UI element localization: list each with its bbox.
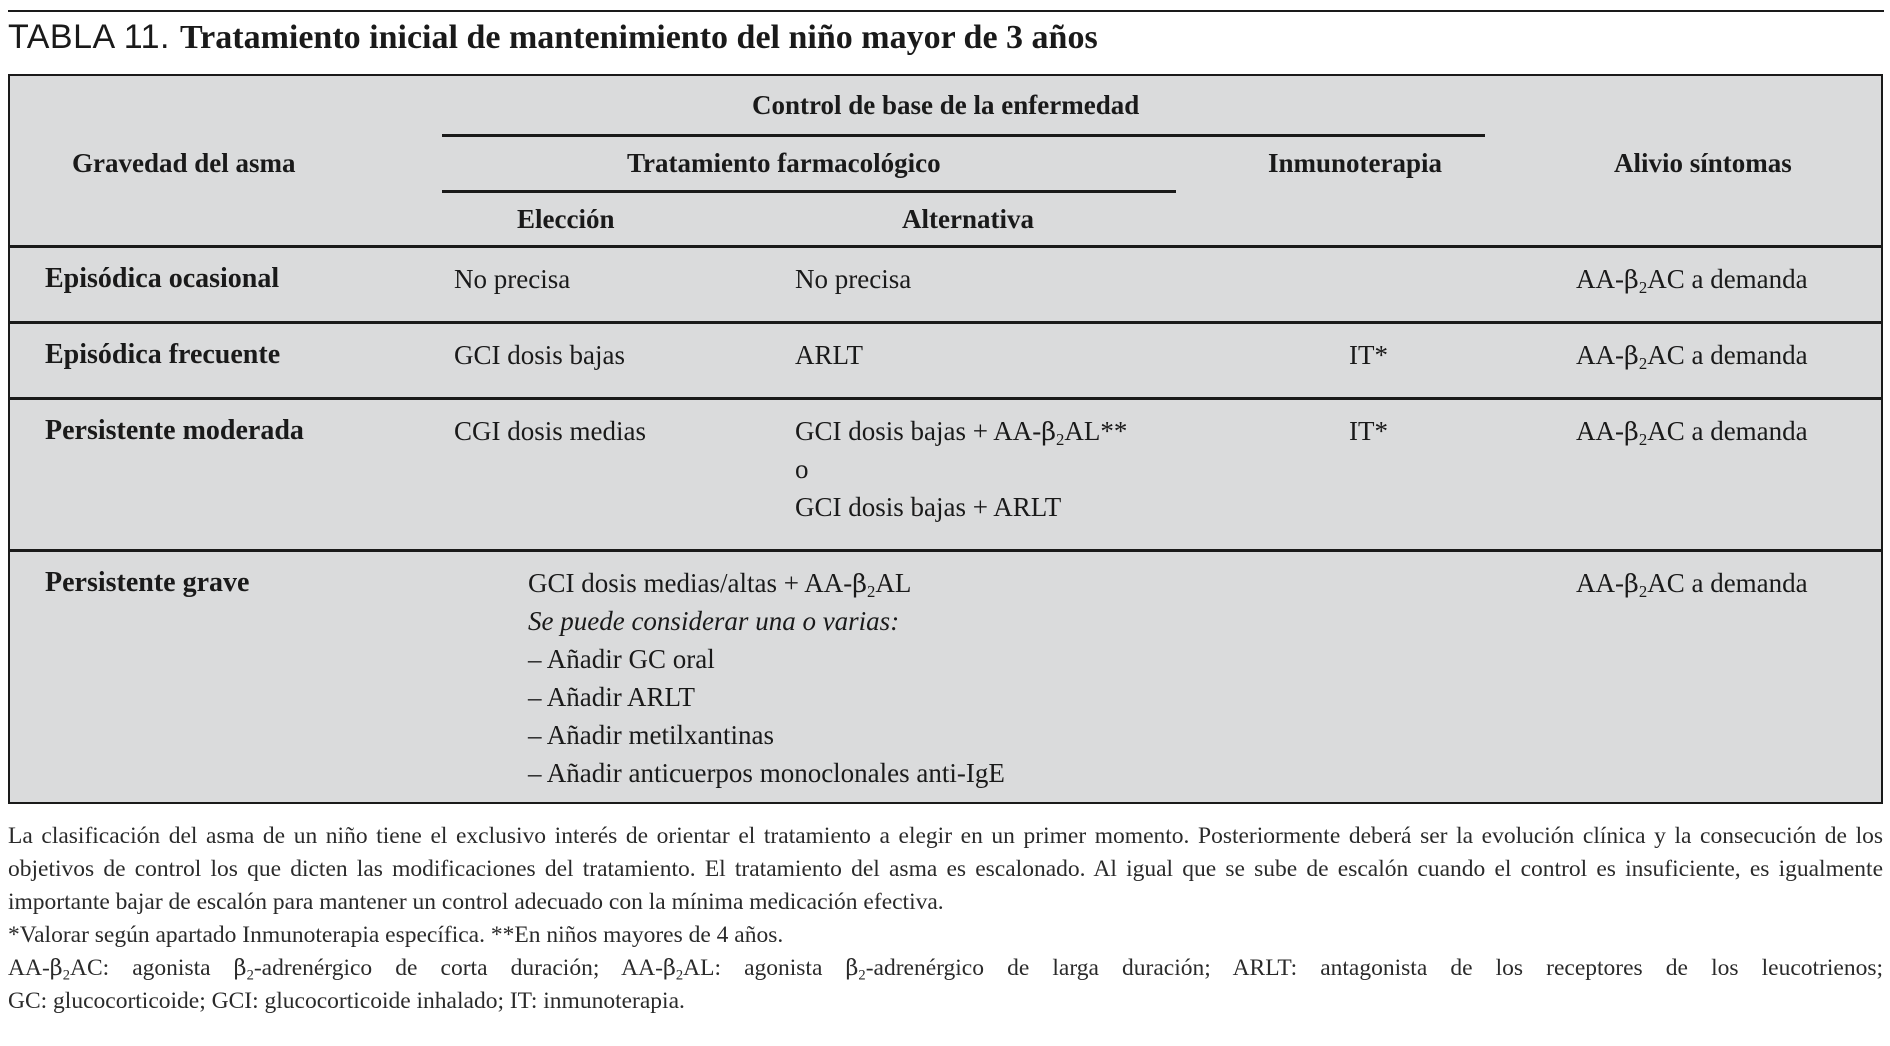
- table-title-bar: [8, 10, 1884, 64]
- header-inmunoterapia: Inmunoterapia: [1268, 148, 1443, 178]
- header-control-base: Control de base de la enfermedad: [752, 90, 1140, 120]
- row1-alternativa: No precisa: [795, 264, 912, 294]
- header-eleccion: Elección: [517, 204, 615, 234]
- row4-line4: – Añadir ARLT: [528, 682, 696, 712]
- footnote-paragraph: La clasificación del asma de un niño tiene el exclusivo interés de orientar el tratamiento a elegir en un primer momento. Posteriormente deberá ser la evolución clínica y la consecución de los objetivos de control los que dicten las modificaciones del tratamiento. El tratamiento del asma es escalonado. Al igual que se sube de escalón cuando el control es insuficiente, es igualmente importante bajar de escalón para mantener un control adecuado con la mínima medicación efectiva.: [8, 823, 1883, 915]
- row2-eleccion: GCI dosis bajas: [454, 340, 625, 370]
- row3-alternativa-line1: GCI dosis bajas + $AA-\beta_2AL**$: [795, 416, 1128, 450]
- row3-inmunoterapia: IT*: [1349, 416, 1388, 446]
- row3-gravedad: Persistente moderada: [45, 415, 304, 446]
- row4-line6: – Añadir anticuerpos monoclonales anti-IgE: [528, 758, 1005, 788]
- row1-gravedad: Episódica ocasional: [45, 263, 280, 294]
- treatment-table: [8, 74, 1883, 804]
- row4-line3: – Añadir GC oral: [528, 644, 715, 674]
- row4-alivio: $AA-\beta_2AC$ a demanda: [1576, 568, 1808, 602]
- footnote-abbreviations: $AA-\beta_2AC$: agonista $\beta_2$-adrenérgico de corta duración; $AA-\beta_2AL$: agonista $\beta_2$-adrenérgico de larga duración; ARLT: antagonista de los receptores de los leucotrienos;: [8, 955, 1883, 984]
- table-footnotes: [8, 820, 1883, 1018]
- row3-divider: [10, 549, 1881, 552]
- row4-line2: Se puede considerar una o varias:: [528, 606, 900, 636]
- row1-alivio: $AA-\beta_2AC$ a demanda: [1576, 264, 1808, 298]
- footnote-asterisk: *Valorar según apartado Inmunoterapia específica. **En niños mayores de 4 años.: [8, 922, 784, 948]
- row1-divider: [10, 321, 1881, 324]
- row2-gravedad: Episódica frecuente: [45, 339, 281, 370]
- header-alternativa: Alternativa: [902, 204, 1034, 234]
- footnote-abbreviations-2: GC: glucocorticoide; GCI: glucocorticoide inhalado; IT: inmunoterapia.: [8, 988, 685, 1014]
- row4-line5: – Añadir metilxantinas: [528, 720, 774, 750]
- row3-alternativa-line3: GCI dosis bajas + ARLT: [795, 492, 1062, 522]
- row2-alternativa: ARLT: [795, 340, 864, 370]
- header-gravedad: Gravedad del asma: [72, 148, 296, 178]
- header-tratamiento-underline: [442, 190, 1176, 193]
- table-title: [8, 18, 1098, 57]
- table-title-text: Tratamiento inicial de mantenimiento del niño mayor de 3 años: [180, 19, 1098, 56]
- header-control-underline: [442, 134, 1485, 137]
- row4-gravedad: Persistente grave: [45, 567, 250, 598]
- row3-alivio: $AA-\beta_2AC$ a demanda: [1576, 416, 1808, 450]
- row2-divider: [10, 397, 1881, 400]
- table-number: TABLA 11.: [8, 18, 170, 56]
- row4-line1: GCI dosis medias/altas + $AA-\beta_2AL$: [528, 568, 912, 602]
- header-tratamiento: Tratamiento farmacológico: [627, 148, 941, 178]
- row3-eleccion: CGI dosis medias: [454, 416, 646, 446]
- header-divider: [10, 245, 1881, 248]
- row2-alivio: $AA-\beta_2AC$ a demanda: [1576, 340, 1808, 374]
- row1-eleccion: No precisa: [454, 264, 571, 294]
- header-alivio: Alivio síntomas: [1614, 148, 1792, 178]
- row2-inmunoterapia: IT*: [1349, 340, 1388, 370]
- row3-alternativa-line2: o: [795, 454, 809, 484]
